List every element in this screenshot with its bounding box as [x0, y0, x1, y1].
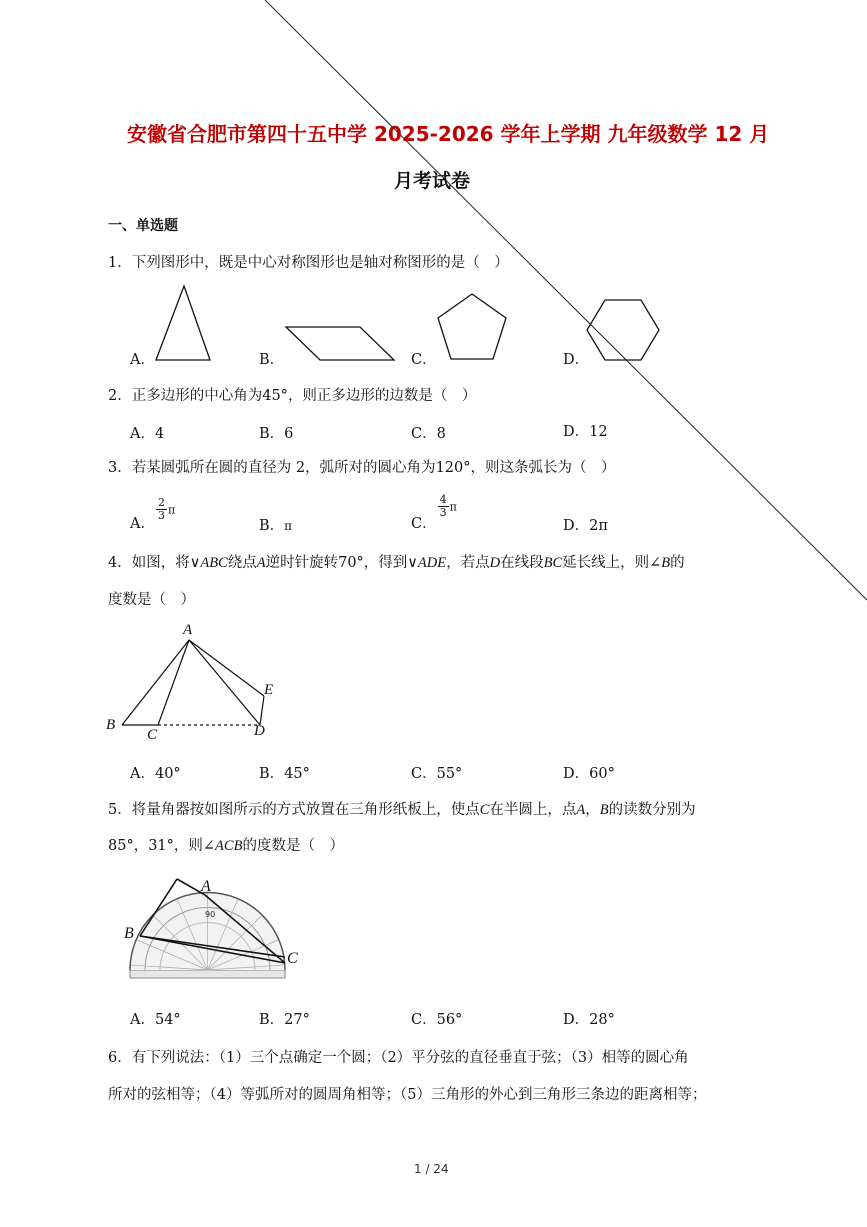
q5-figure-protractor	[125, 875, 300, 985]
q5-option-c: C．56°	[411, 1012, 463, 1028]
question-4-stem: 4．如图，将∨ABC绕点A逆时针旋转70°，得到∨ADE，若点D在线段BC延长线上，则∠B的	[108, 555, 685, 571]
q1-figure-parallelogram	[280, 322, 400, 364]
q1-option-d-label: D．	[563, 352, 590, 368]
q1-option-c-label: C．	[411, 352, 437, 368]
q4-figure-label-b: B	[106, 717, 116, 733]
question-3-stem: 3．若某圆弧所在圆的直径为 2，弧所对的圆心角为120°，则这条弧长为（ ）	[108, 460, 616, 476]
q5-option-a: A．54°	[130, 1012, 181, 1028]
section-heading: 一、单选题	[108, 218, 178, 234]
question-1-stem: 1．下列图形中，既是中心对称图形也是轴对称图形的是（ ）	[108, 255, 509, 271]
q2-angle: 45°	[262, 388, 288, 404]
q5-option-d: D．28°	[563, 1012, 615, 1028]
q1-figure-hexagon	[585, 295, 665, 365]
q4-figure-label-c: C	[147, 727, 158, 743]
q4-option-c: C．55°	[411, 766, 463, 782]
q3-option-c: C． $\frac{4}{3}$ π	[411, 493, 457, 532]
q4-figure-label-e: E	[264, 682, 274, 698]
q4-option-d: D．60°	[563, 766, 615, 782]
q1-option-a-label: A．	[130, 352, 155, 368]
q3-a-fraction: $\frac{2}{3}$	[157, 496, 165, 522]
q1-option-b-label: B．	[259, 352, 285, 368]
q3-option-a: A． $\frac{2}{3}$ π	[130, 496, 176, 532]
q3-c-fraction: $\frac{4}{3}$	[439, 493, 447, 519]
q2-option-a: A．4	[130, 426, 165, 442]
question-6-line1: 6．有下列说法：（1）三个点确定一个圆；（2）平分弦的直径垂直于弦；（3）相等的圆心角	[108, 1050, 689, 1066]
question-6-line2: 所对的弦相等；（4）等弧所对的圆周角相等；（5）三角形的外心到三角形三条边的距离相等；	[108, 1087, 707, 1103]
q1-figure-pentagon	[432, 290, 512, 365]
q2-option-d: D．12	[563, 424, 608, 440]
q4-figure-label-d: D	[254, 723, 265, 739]
q2-option-d-value: 12	[589, 424, 608, 440]
page-title: 安徽省合肥市第四十五中学 2025-2026 学年上学期 九年级数学 12 月	[127, 122, 770, 146]
page-number: 1 / 24	[414, 1162, 449, 1176]
question-2-stem: 2．正多边形的中心角为45°，则正多边形的边数是（ ）	[108, 388, 477, 404]
question-5-line2: 85°，31°，则∠ACB的度数是（ ）	[108, 838, 344, 854]
q4-option-b: B．45°	[259, 766, 310, 782]
q5-figure-label-a: A	[201, 878, 211, 895]
q3-angle: 120°	[435, 460, 471, 476]
q5-figure-label-b: B	[124, 925, 134, 942]
q2-option-b: B．6	[259, 426, 294, 442]
q5-protractor-mark: 90	[205, 910, 216, 919]
page-subtitle: 月考试卷	[394, 170, 471, 192]
question-5-stem: 5．将量角器按如图所示的方式放置在三角形纸板上，使点C在半圆上，点A，B的读数分别为	[108, 802, 696, 818]
q1-figure-triangle	[150, 280, 220, 365]
q4-option-a: A．40°	[130, 766, 181, 782]
q5-figure-label-c: C	[287, 950, 298, 967]
q2-option-c: C．8	[411, 426, 446, 442]
q4-figure-label-a: A	[183, 622, 193, 638]
q3-option-b: B．π	[259, 518, 293, 534]
question-4-line2: 度数是（ ）	[108, 592, 195, 608]
q5-option-b: B．27°	[259, 1012, 310, 1028]
q3-option-d: D．2π	[563, 518, 608, 534]
